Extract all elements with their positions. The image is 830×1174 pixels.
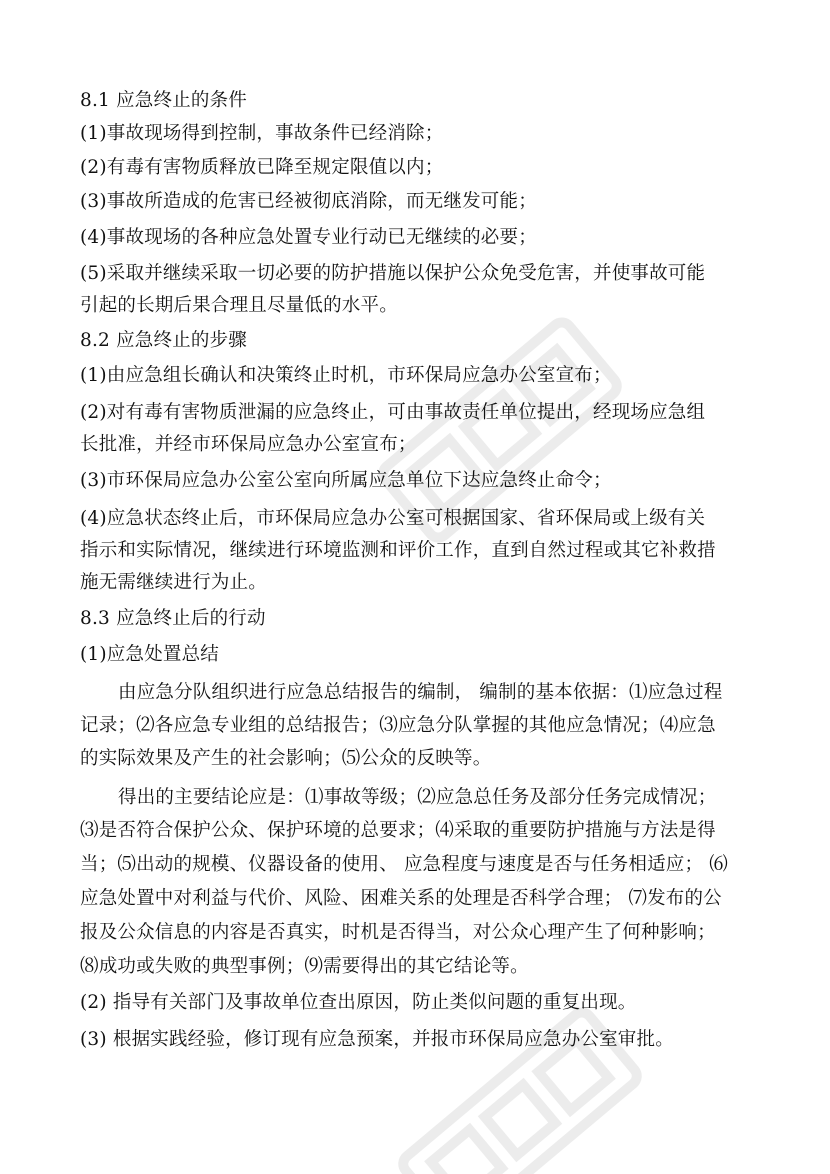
- conclusion-paragraph-line-2: ⑶是否符合保护公众、保护环境的总要求；⑷采取的重要防护措施与方法是得: [80, 820, 716, 841]
- summary-paragraph-1-line-1: 由应急分队组织进行应急总结报告的编制， 编制的基本依据：⑴应急过程: [118, 682, 723, 703]
- condition-item-5-line-1: (5)采取并继续采取一切必要的防护措施以保护公众免受危害，并使事故可能: [80, 263, 706, 284]
- condition-item-1: (1)事故现场得到控制，事故条件已经消除；: [80, 123, 444, 144]
- condition-item-3: (3)事故所造成的危害已经被彻底消除，而无继发可能；: [80, 191, 537, 212]
- summary-paragraph-1-line-2: 记录；⑵各应急专业组的总结报告；⑶应急分队掌握的其他应急情况；⑷应急: [80, 715, 716, 736]
- action-item-2: (2) 指导有关部门及事故单位查出原因，防止类似问题的重复出现。: [80, 992, 637, 1013]
- step-item-4-line-3: 施无需继续进行为止。: [80, 572, 268, 593]
- section-8-3-heading: 8.3 应急终止后的行动: [80, 608, 266, 629]
- conclusion-paragraph-line-4: 应急处置中对利益与代价、风险、困难关系的处理是否科学合理； ⑺发布的公: [80, 888, 722, 909]
- step-item-2-line-2: 长批准，并经市环保局应急办公室宣布；: [80, 434, 417, 455]
- action-item-1-title: (1)应急处置总结: [80, 644, 220, 665]
- step-item-2-line-1: (2)对有毒有害物质泄漏的应急终止，可由事故责任单位提出，经现场应急组: [80, 402, 706, 423]
- condition-item-4: (4)事故现场的各种应急处置专业行动已无继续的必要；: [80, 227, 537, 248]
- step-item-4-line-2: 指示和实际情况，继续进行环境监测和评价工作，直到自然过程或其它补救措: [80, 540, 716, 561]
- action-item-3: (3) 根据实践经验，修订现有应急预案，并报市环保局应急办公室审批。: [80, 1029, 674, 1050]
- step-item-1: (1)由应急组长确认和决策终止时机，市环保局应急办公室宣布；: [80, 365, 612, 386]
- section-8-2-heading: 8.2 应急终止的步骤: [80, 330, 248, 351]
- conclusion-paragraph-line-6: ⑻成功或失败的典型事例；⑼需要得出的其它结论等。: [80, 956, 529, 977]
- condition-item-2: (2)有毒有害物质释放已降至规定限值以内；: [80, 157, 444, 178]
- conclusion-paragraph-line-3: 当；⑸出动的规模、仪器设备的使用、 应急程度与速度是否与任务相适应； ⑹: [80, 854, 728, 875]
- section-8-1-heading: 8.1 应急终止的条件: [80, 90, 248, 111]
- conclusion-paragraph-line-1: 得出的主要结论应是：⑴事故等级；⑵应急总任务及部分任务完成情况；: [118, 787, 717, 808]
- conclusion-paragraph-line-5: 报及公众信息的内容是否真实，时机是否得当，对公众心理产生了何种影响；: [80, 922, 716, 943]
- condition-item-5-line-2: 引起的长期后果合理且尽量低的水平。: [80, 295, 398, 316]
- step-item-4-line-1: (4)应急状态终止后，市环保局应急办公室可根据国家、省环保局或上级有关: [80, 508, 706, 529]
- step-item-3: (3)市环保局应急办公室公室向所属应急单位下达应急终止命令；: [80, 470, 612, 491]
- summary-paragraph-1-line-3: 的实际效果及产生的社会影响；⑸公众的反映等。: [80, 748, 492, 769]
